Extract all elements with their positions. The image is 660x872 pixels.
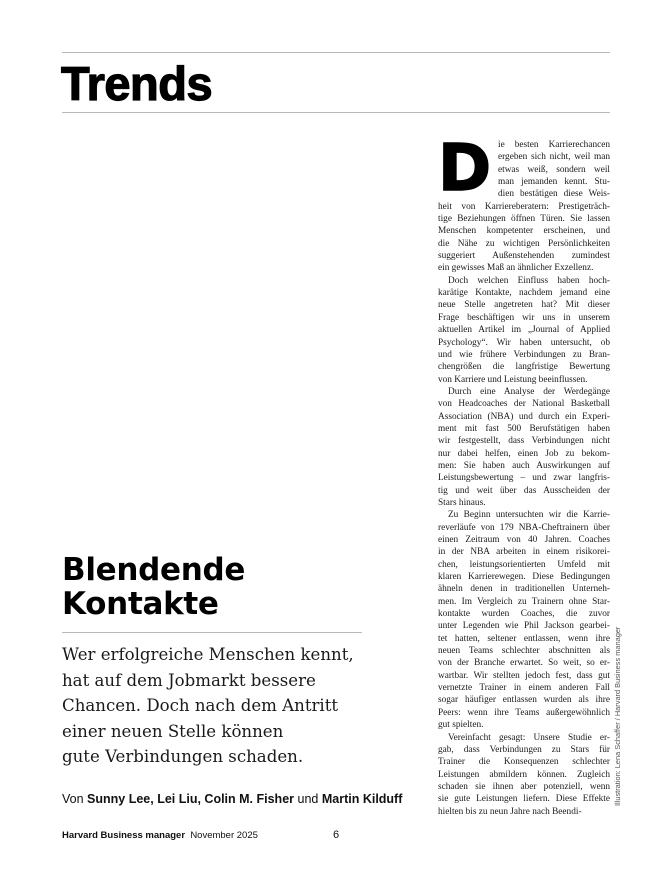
deck-line: Chancen. Doch nach dem Antritt	[62, 696, 339, 716]
body-line: chen, leistungsorientierten Umfeld mit	[438, 559, 610, 570]
body-line: man jemanden kennt. Stu-	[498, 177, 610, 188]
drop-cap: D	[438, 132, 492, 206]
body-line: Frage beschäftigen wir uns in unserem	[438, 312, 610, 323]
body-line: tig und weit über das Ausscheiden der	[438, 485, 610, 496]
body-line: in der NBA arbeiten in einem risikorei-	[438, 547, 610, 558]
body-line: klaren Karrierewegen. Diese Bedingungen	[438, 572, 610, 583]
deck-line: einer neuen Stelle können	[62, 721, 284, 741]
body-line: Menschen kompetenter erscheinen, und	[438, 226, 610, 237]
article-headline	[62, 553, 245, 621]
body-line: aktuellen Artikel im „Journal of Applied	[438, 325, 610, 336]
body-line: dien bestätigen diese Weis-	[498, 189, 610, 200]
body-line: tet hatten, seltener entlassen, wenn ihre	[438, 633, 610, 644]
body-line: etwas weiß, sondern weil	[498, 164, 610, 175]
headline-line: Kontakte	[62, 586, 219, 622]
issue-date: November 2025	[190, 830, 258, 841]
body-line: reverläufe von 179 NBA-Cheftrainern über	[438, 522, 610, 533]
body-line: ergeben sich nicht, weil man	[498, 152, 610, 163]
body-paragraph	[438, 132, 610, 275]
body-line: Doch welchen Einfluss haben hoch-	[448, 275, 610, 286]
section-title: Trends	[61, 57, 213, 110]
deck-line: hat auf dem Jobmarkt bessere	[62, 670, 316, 690]
body-line: men: Sie haben auch Auswirkungen auf	[438, 460, 610, 471]
body-line: von Headcoaches der National Basketball	[438, 399, 610, 410]
top-rule	[62, 52, 610, 53]
headline-line: Blendende	[62, 552, 246, 588]
body-line: heit von Karriereberatern: Prestigeträch-	[438, 201, 610, 212]
body-line: ie besten Karrierechancen	[498, 140, 610, 150]
article-body	[438, 132, 610, 818]
body-line: neue Stelle angetreten hat? Mit dieser	[438, 300, 610, 311]
body-line: Stars hinaus.	[438, 497, 486, 508]
publication-name: Harvard Business manager	[62, 830, 186, 841]
deck-line: Wer erfolgreiche Menschen kennt,	[62, 645, 354, 664]
body-line: Trainer die Konsequenzen schlechter	[438, 757, 610, 768]
byline-author-last: Martin Kilduff	[321, 792, 403, 806]
body-line: Psychology“. Wir haben untersucht, ob	[438, 337, 610, 348]
body-line: kontakte wurden Coaches, die zuvor	[438, 609, 610, 620]
deck-line: gute Verbindungen schaden.	[62, 747, 304, 767]
headline-rule	[62, 632, 362, 633]
body-line: die Nähe zu wichtigen Persönlichkeiten	[438, 238, 610, 249]
body-line: neuen Teams schlechter abschnitten als	[438, 646, 610, 657]
byline-conjunction: und	[297, 792, 319, 806]
illustration-credit: Illustration: Lena Schaffer / Harvard Business manager	[613, 626, 622, 806]
body-line: hielten bis zu neun Jahre nach Beendi-	[438, 806, 582, 817]
section-rule	[62, 112, 610, 113]
body-line: wartbar. Wir stellten jedoch fest, dass gut	[438, 670, 610, 681]
body-line: chengrößen die langfristige Bewertung	[438, 362, 610, 373]
body-line: men. Im Vergleich zu Trainern ohne Star-	[438, 596, 610, 607]
body-line: von Karriere und Leistung beeinflussen.	[438, 374, 588, 385]
body-paragraph	[438, 275, 610, 386]
body-line: ähneln denen in traditionellen Unterneh-	[438, 584, 610, 595]
body-line: unter Legenden wie Phil Jackson gearbei-	[438, 621, 610, 632]
body-paragraph	[438, 386, 610, 509]
body-line: gab, dass Verbindungen zu Stars für	[438, 744, 610, 755]
body-paragraph	[438, 732, 610, 818]
page-footer	[62, 830, 258, 841]
byline-authors: Sunny Lee, Lei Liu, Colin M. Fisher	[87, 792, 295, 806]
body-line: Leistungsbewertung – und zwar langfris-	[438, 473, 610, 484]
body-line: sie gute Leistungen liefern. Diese Effekte	[438, 794, 610, 805]
body-paragraph	[438, 509, 610, 731]
body-line: von der Branche erwartet. So weit, so er-	[438, 658, 610, 669]
body-line: Peers: wenn ihre Teams außergewöhnlich	[438, 707, 610, 718]
body-line: sogar häufiger entlassen wurden als ihre	[438, 695, 610, 706]
body-line: vernetzte Trainer in einem anderen Fall	[438, 683, 610, 694]
body-line: gut spielten.	[438, 720, 484, 731]
byline	[62, 792, 402, 806]
body-line: ein gewisses Maß an ähnlicher Exzellenz.	[438, 263, 594, 274]
page-number: 6	[333, 829, 340, 841]
body-line: karätige Kontakte, nachdem jemand eine	[438, 288, 610, 299]
byline-prefix: Von	[62, 792, 84, 806]
body-line: Zu Beginn untersuchten wir die Karrie-	[448, 510, 610, 521]
body-line: Durch eine Analyse der Werdegänge	[448, 386, 610, 397]
body-line: Vereinfacht gesagt: Unsere Studie er-	[448, 732, 610, 743]
body-line: und wie frühere Verbindungen zu Bran-	[438, 349, 610, 360]
article-deck	[62, 642, 372, 770]
body-line: wir festgestellt, dass Verbindungen nicht	[438, 436, 610, 447]
body-line: Leistungen abmildern können. Zugleich	[438, 769, 610, 780]
body-line: ment mit fast 500 Berufstätigen haben	[438, 423, 610, 434]
body-line: suggeriert Außenstehenden zumindest	[438, 251, 610, 262]
body-line: tige Beziehungen öffnen Türen. Sie lassen	[438, 214, 610, 225]
body-line: einen Zeitraum von 40 Jahren. Coaches	[438, 535, 610, 545]
body-line: schaden sie ihnen aber potenziell, wenn	[438, 781, 610, 792]
body-line: nur dabei helfen, einen Job zu bekom-	[438, 448, 610, 459]
body-line: Association (NBA) und durch ein Experi-	[438, 411, 610, 422]
